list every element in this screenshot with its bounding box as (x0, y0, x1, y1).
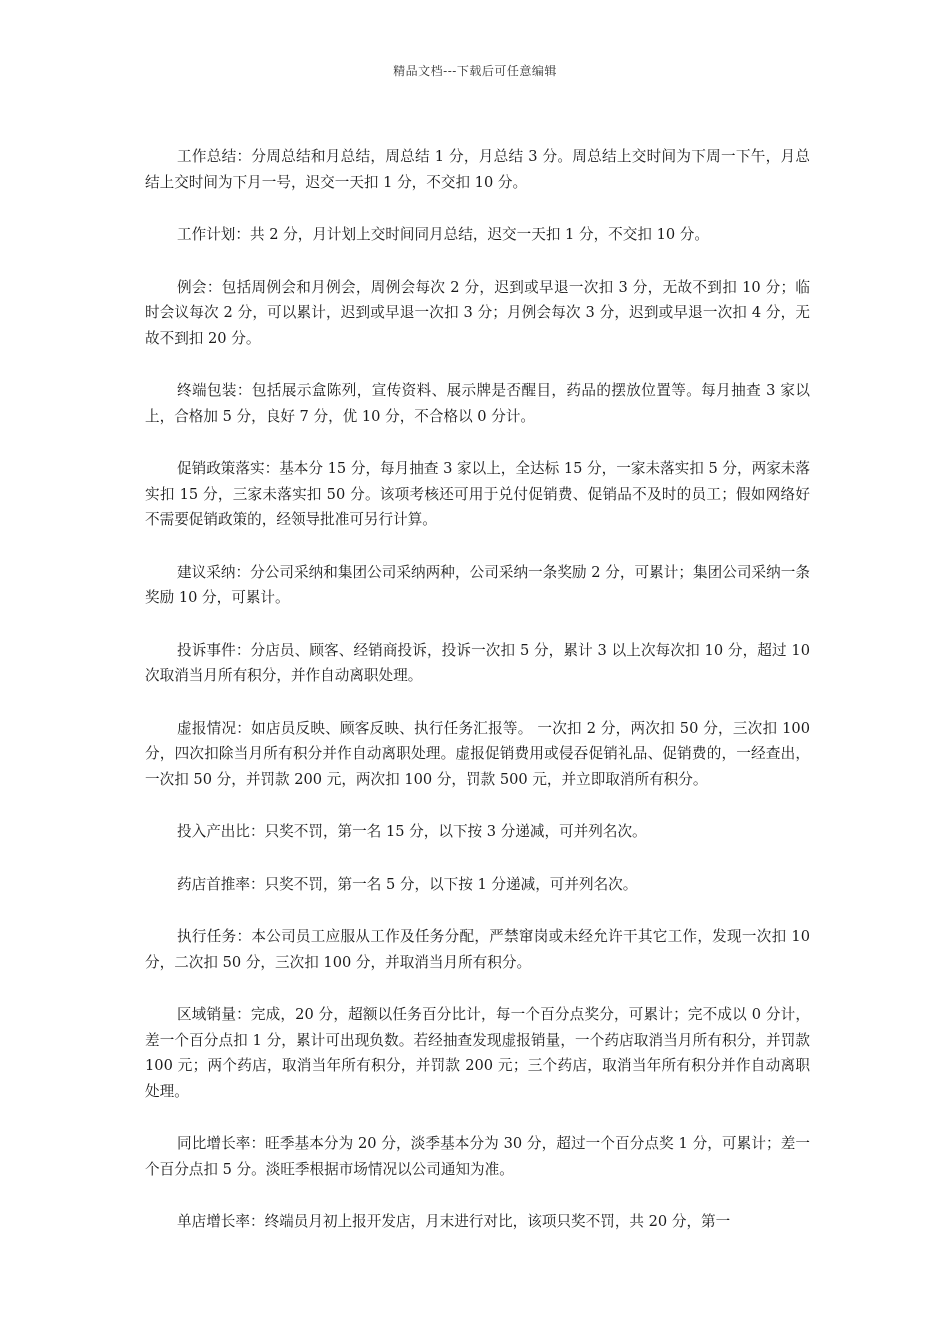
paragraph-terminal-display: 终端包装：包括展示盒陈列，宣传资料、展示牌是否醒目，药品的摆放位置等。每月抽查 3 家以上，合格加 5 分，良好 7 分，优 10 分，不合格以 0 分计。 (145, 382, 810, 425)
page-header: 精品文档---下载后可任意编辑 (393, 64, 557, 78)
paragraph-recommendation-rate: 药店首推率：只奖不罚，第一名 5 分，以下按 1 分递减，可并列名次。 (177, 875, 638, 893)
paragraph-task-execution: 执行任务：本公司员工应服从工作及任务分配，严禁窜岗或未经允许干其它工作，发现一次扣 10 分，二次扣 50 分，三次扣 100 分，并取消当月所有积分。 (145, 928, 810, 971)
paragraph-input-output-ratio: 投入产出比：只奖不罚，第一名 15 分，以下按 3 分递减，可并列名次。 (177, 823, 647, 840)
paragraph-suggestion-adoption: 建议采纳：分公司采纳和集团公司采纳两种，公司采纳一条奖励 2 分，可累计；集团公司采纳一条奖励 10 分，可累计。 (145, 563, 810, 606)
paragraph-work-plan: 工作计划：共 2 分，月计划上交时间同月总结，迟交一天扣 1 分，不交扣 10 分。 (177, 226, 709, 243)
paragraph-false-reporting: 虚报情况：如店员反映、顾客反映、执行任务汇报等。 一次扣 2 分，两次扣 50 分，三次扣 100 分，四次扣除当月所有积分并作自动离职处理。虚报促销费用或侵吞促销礼品、促销费的，一经查出，一次扣 50 分，并罚款 200 元，两次扣 100 分，罚款 500 元，并立即取消所有积分。 (145, 719, 810, 788)
document-body (145, 144, 810, 1262)
paragraph-regular-meeting: 例会：包括周例会和月例会，周例会每次 2 分，迟到或早退一次扣 3 分，无故不到扣 10 分；临时会议每次 2 分，可以累计，迟到或早退一次扣 3 分；月例会每次 3 分，迟到或早退一次扣 4 分，无故不到扣 20 分。 (145, 278, 810, 347)
paragraph-complaints: 投诉事件：分店员、顾客、经销商投诉，投诉一次扣 5 分，累计 3 以上次每次扣 10 分，超过 10 次取消当月所有积分，并作自动离职处理。 (145, 641, 810, 684)
paragraph-promotion-policy: 促销政策落实：基本分 15 分，每月抽查 3 家以上，全达标 15 分，一家未落实扣 5 分，两家未落实扣 15 分，三家未落实扣 50 分。该项考核还可用于兑付促销费、促销品不及时的员工；假如网络好不需要促销政策的，经领导批准可另行计算。 (145, 460, 810, 528)
paragraph-yoy-growth: 同比增长率：旺季基本分为 20 分，淡季基本分为 30 分，超过一个百分点奖 1 分，可累计；差一个百分点扣 5 分。淡旺季根据市场情况以公司通知为准。 (145, 1135, 810, 1178)
paragraph-regional-sales: 区域销量：完成，20 分，超额以任务百分比计，每一个百分点奖分，可累计；完不成以 0 分计，差一个百分点扣 1 分，累计可出现负数。若经抽查发现虚报销量，一个药店取消当月所有积分，并罚款 100 元；两个药店，取消当年所有积分，并罚款 200 元；三个药店，取消当年所有积分并作自动离职处理。 (145, 1006, 810, 1100)
paragraph-store-growth: 单店增长率：终端员月初上报开发店，月末进行对比，该项只奖不罚，共 20 分，第一 (177, 1213, 731, 1230)
paragraph-work-summary: 工作总结：分周总结和月总结，周总结 1 分，月总结 3 分。周总结上交时间为下周一下午，月总结上交时间为下月一号，迟交一天扣 1 分，不交扣 10 分。 (145, 148, 810, 191)
